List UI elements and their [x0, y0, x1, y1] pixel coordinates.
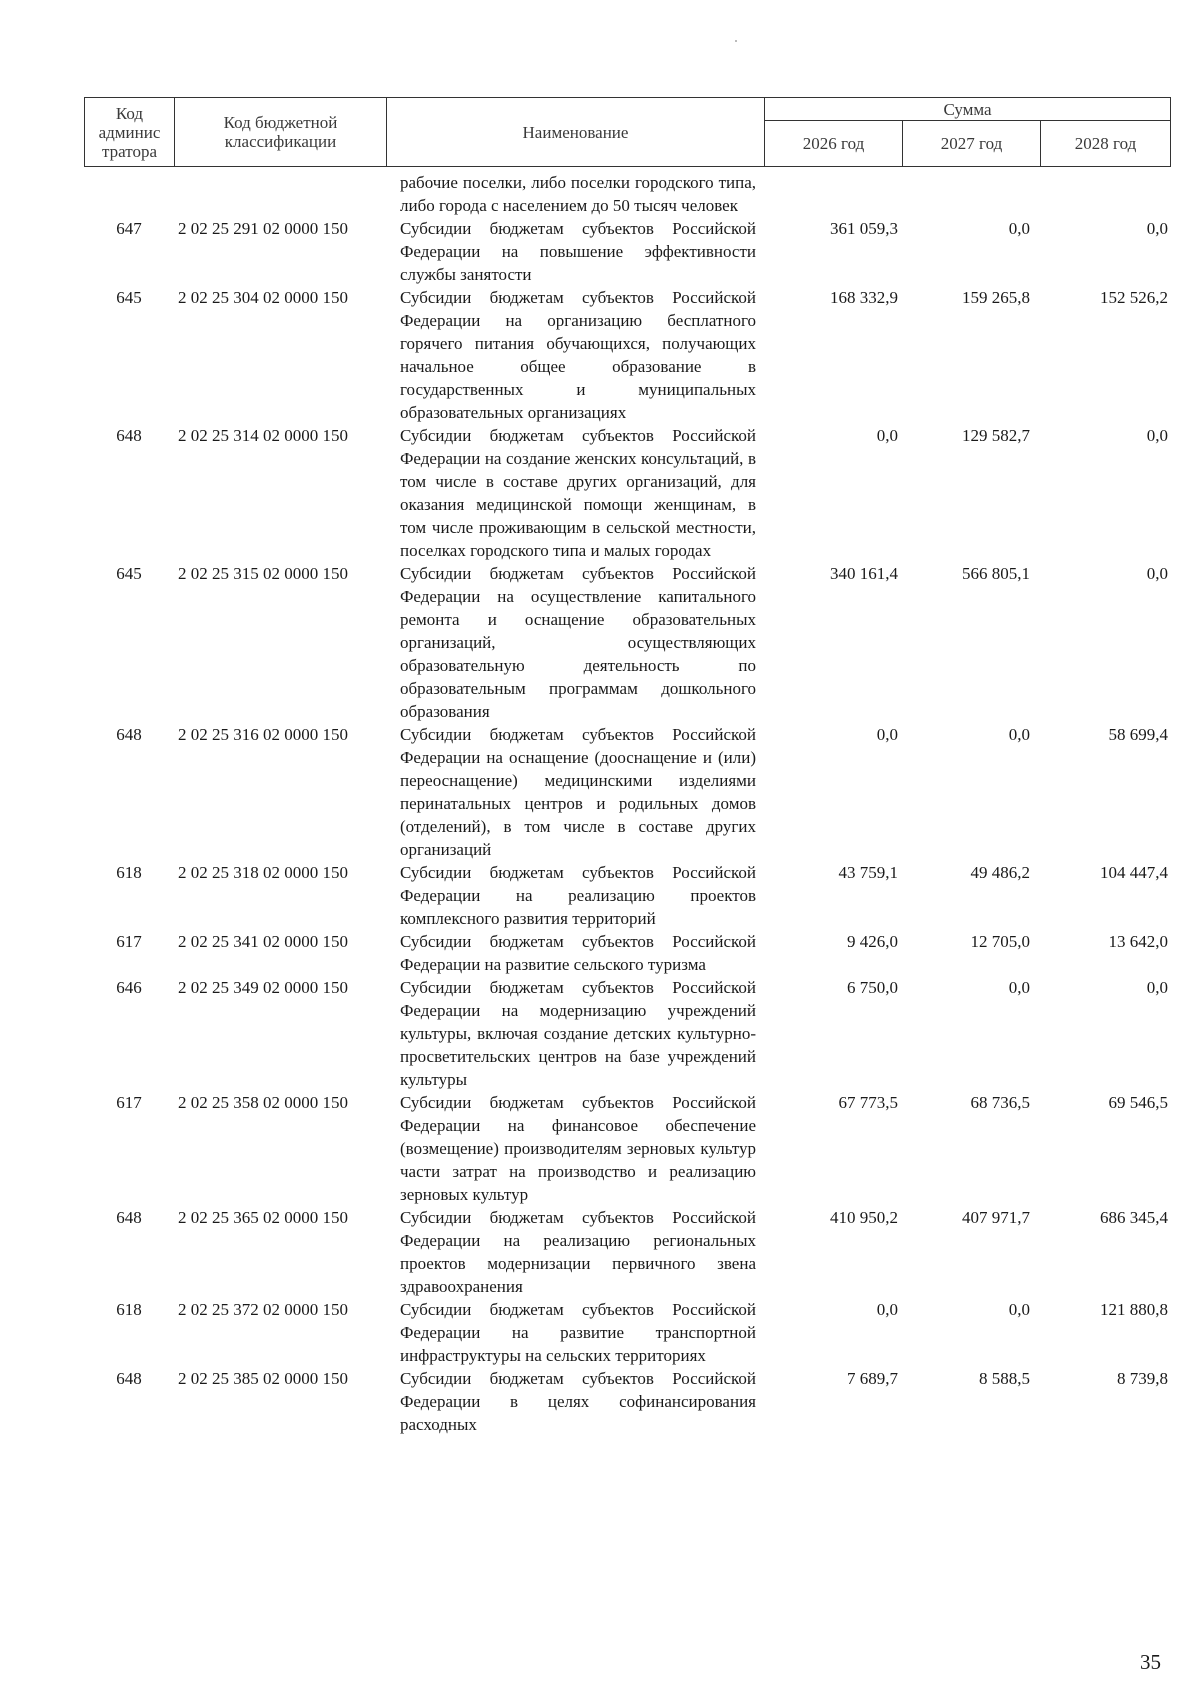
- row-admin-code: 645: [116, 564, 142, 583]
- row-name: Субсидии бюджетам субъектов Российской Федерации на развитие транспортной инфраструктуры на сельских территориях: [400, 1300, 756, 1365]
- row-amount-2026: 361 059,3: [830, 219, 898, 238]
- row-name: Субсидии бюджетам субъектов Российской Федерации на финансовое обеспечение (возмещение) производителям зерновых культур части затрат на производство и реализацию зерновых культур: [400, 1093, 756, 1204]
- row-kbk-code: 2 02 25 318 02 0000 150: [178, 863, 348, 882]
- row-kbk-code: 2 02 25 316 02 0000 150: [178, 725, 348, 744]
- row-amount-2026: 67 773,5: [838, 1093, 898, 1112]
- header-admin-line2: админис: [98, 122, 161, 142]
- row-kbk-code: 2 02 25 314 02 0000 150: [178, 426, 348, 445]
- row-amount-2027: 0,0: [1008, 978, 1030, 997]
- row-amount-2028: 58 699,4: [1108, 725, 1168, 744]
- row-amount-2026: 6 750,0: [847, 978, 898, 997]
- row-admin-code: 647: [116, 219, 142, 238]
- table-row: [84, 1091, 1170, 1206]
- row-amount-2028: 104 447,4: [1100, 863, 1168, 882]
- row-kbk-code: 2 02 25 349 02 0000 150: [178, 978, 348, 997]
- row-kbk-code: 2 02 25 304 02 0000 150: [178, 288, 348, 307]
- header-year-2026: 2026 год: [765, 121, 903, 167]
- row-name: Субсидии бюджетам субъектов Российской Федерации на создание женских консультаций, в том числе в составе других организаций, для оказания медицинской помощи женщинам, в том числе проживающим в сельской местности, поселках городского типа и малых городах: [400, 426, 756, 560]
- table-row: [84, 424, 1170, 562]
- row-kbk-code: 2 02 25 291 02 0000 150: [178, 219, 348, 238]
- row-name: Субсидии бюджетам субъектов Российской Федерации на реализацию проектов комплексного развития территорий: [400, 863, 756, 928]
- row-name: Субсидии бюджетам субъектов Российской Федерации на развитие сельского туризма: [400, 932, 756, 974]
- row-amount-2028: 0,0: [1146, 219, 1168, 238]
- row-name: Субсидии бюджетам субъектов Российской Федерации на модернизацию учреждений культуры, включая создание детских культурно-просветительских центров на базе учреждений культуры: [400, 978, 756, 1089]
- row-kbk-code: 2 02 25 385 02 0000 150: [178, 1369, 348, 1388]
- header-year-2028: 2028 год: [1041, 121, 1171, 167]
- row-admin-code: 617: [116, 932, 142, 951]
- table-row: [84, 723, 1170, 861]
- page-number: 35: [1140, 1650, 1161, 1674]
- continuation-row: [84, 171, 1170, 217]
- row-admin-code: 618: [116, 863, 142, 882]
- row-amount-2028: 152 526,2: [1100, 288, 1168, 307]
- row-amount-2026: 340 161,4: [830, 564, 898, 583]
- row-amount-2028: 0,0: [1146, 564, 1168, 583]
- row-admin-code: 648: [116, 725, 142, 744]
- row-kbk-code: 2 02 25 372 02 0000 150: [178, 1300, 348, 1319]
- row-amount-2026: 0,0: [876, 1300, 898, 1319]
- row-amount-2027: 0,0: [1008, 219, 1030, 238]
- row-amount-2027: 49 486,2: [970, 863, 1030, 882]
- row-amount-2027: 407 971,7: [962, 1208, 1030, 1227]
- row-amount-2026: 0,0: [876, 725, 898, 744]
- row-amount-2028: 686 345,4: [1100, 1208, 1168, 1227]
- header-kbk-line2: классификации: [224, 132, 337, 151]
- row-admin-code: 618: [116, 1300, 142, 1319]
- table-row: [84, 930, 1170, 976]
- table-row: [84, 1298, 1170, 1367]
- table-body: [84, 171, 1170, 1436]
- row-name: Субсидии бюджетам субъектов Российской Федерации на реализацию региональных проектов модернизации первичного звена здравоохранения: [400, 1208, 756, 1296]
- row-admin-code: 648: [116, 1369, 142, 1388]
- scan-speck: [735, 40, 737, 42]
- row-amount-2027: 566 805,1: [962, 564, 1030, 583]
- header-admin-line3: тратора: [102, 141, 157, 161]
- row-amount-2028: 121 880,8: [1100, 1300, 1168, 1319]
- header-year-2027: 2027 год: [903, 121, 1041, 167]
- row-amount-2027: 159 265,8: [962, 288, 1030, 307]
- header-kbk-line1: Код бюджетной: [223, 113, 338, 132]
- row-name: Субсидии бюджетам субъектов Российской Федерации на повышение эффективности службы занятости: [400, 219, 756, 284]
- header-kbk: [175, 98, 387, 167]
- row-amount-2026: 7 689,7: [847, 1369, 898, 1388]
- row-name: Субсидии бюджетам субъектов Российской Федерации на осуществление капитального ремонта и оснащение образовательных организаций, осуществляющих образовательную деятельность по образовательным программам дошкольного образования: [400, 564, 756, 721]
- row-admin-code: 617: [116, 1093, 142, 1112]
- row-name: Субсидии бюджетам субъектов Российской Федерации на оснащение (дооснащение и (или) переоснащение) медицинскими изделиями перинатальных центров и родильных домов (отделений), в том числе в составе других организаций: [400, 725, 756, 859]
- table-row: [84, 976, 1170, 1091]
- row-kbk-code: 2 02 25 341 02 0000 150: [178, 932, 348, 951]
- row-amount-2028: 8 739,8: [1117, 1369, 1168, 1388]
- table-row: [84, 1367, 1170, 1436]
- row-amount-2028: 69 546,5: [1108, 1093, 1168, 1112]
- row-amount-2027: 12 705,0: [970, 932, 1030, 951]
- row-admin-code: 645: [116, 288, 142, 307]
- row-amount-2026: 410 950,2: [830, 1208, 898, 1227]
- row-amount-2027: 0,0: [1008, 1300, 1030, 1319]
- table-row: [84, 286, 1170, 424]
- row-amount-2026: 9 426,0: [847, 932, 898, 951]
- row-kbk-code: 2 02 25 365 02 0000 150: [178, 1208, 348, 1227]
- row-name: Субсидии бюджетам субъектов Российской Федерации в целях софинансирования расходных: [400, 1369, 756, 1434]
- header-sum: Сумма: [765, 98, 1171, 121]
- table-row: [84, 861, 1170, 930]
- header-admin-line1: Код: [115, 103, 144, 123]
- row-amount-2026: 168 332,9: [830, 288, 898, 307]
- row-amount-2027: 8 588,5: [979, 1369, 1030, 1388]
- row-kbk-code: 2 02 25 358 02 0000 150: [178, 1093, 348, 1112]
- row-admin-code: 648: [116, 426, 142, 445]
- row-kbk-code: 2 02 25 315 02 0000 150: [178, 564, 348, 583]
- row-admin-code: 646: [116, 978, 142, 997]
- header-admin-code: [85, 98, 175, 167]
- row-amount-2026: 43 759,1: [838, 863, 898, 882]
- row-admin-code: 648: [116, 1208, 142, 1227]
- row-amount-2028: 0,0: [1146, 426, 1168, 445]
- row-name: Субсидии бюджетам субъектов Российской Федерации на организацию бесплатного горячего питания обучающихся, получающих начальное общее образование в государственных и муниципальных образовательных организациях: [400, 288, 756, 422]
- row-amount-2027: 0,0: [1008, 725, 1030, 744]
- table-row: [84, 1206, 1170, 1298]
- table-header: [84, 97, 1171, 167]
- row-amount-2026: 0,0: [876, 426, 898, 445]
- row-amount-2027: 68 736,5: [970, 1093, 1030, 1112]
- row-amount-2028: 13 642,0: [1108, 932, 1168, 951]
- header-name: Наименование: [387, 98, 765, 167]
- table-row: [84, 217, 1170, 286]
- row-amount-2028: 0,0: [1146, 978, 1168, 997]
- row-name: рабочие поселки, либо поселки городского типа, либо города с населением до 50 тысяч человек: [400, 173, 756, 215]
- table-row: [84, 562, 1170, 723]
- row-amount-2027: 129 582,7: [962, 426, 1030, 445]
